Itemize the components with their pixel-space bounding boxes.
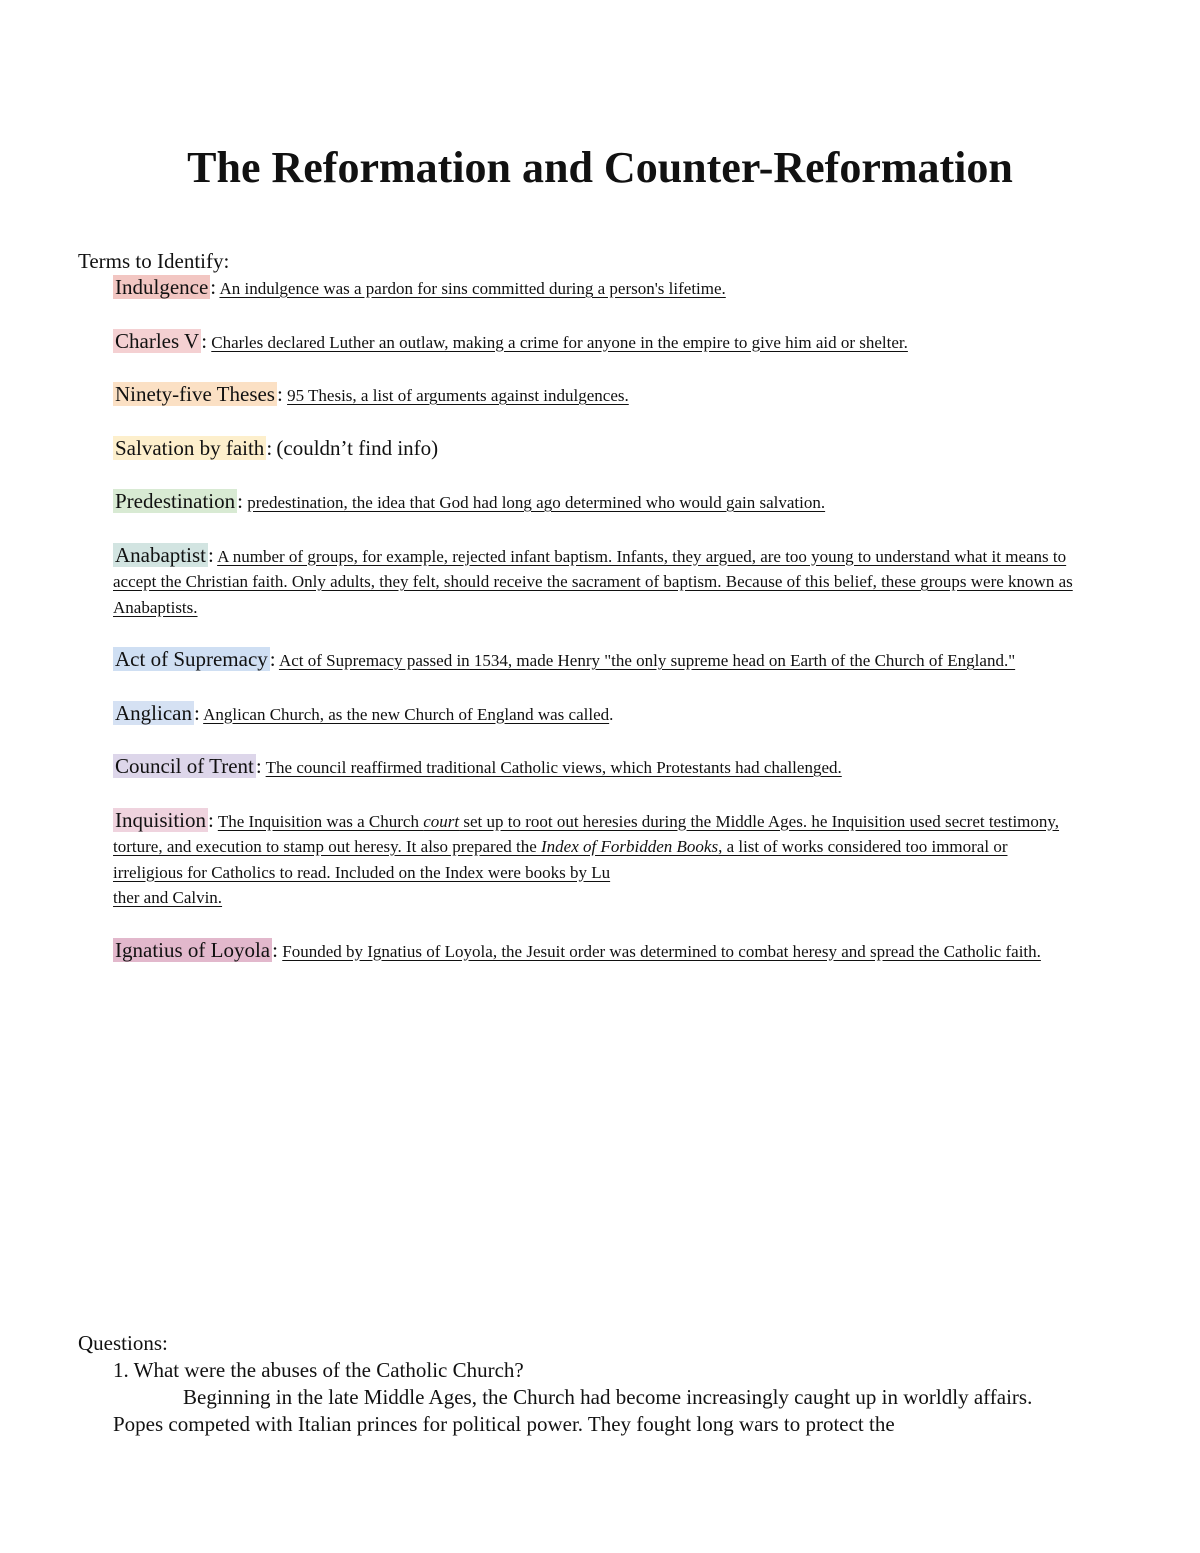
term-separator: : <box>266 435 273 460</box>
term-separator: : <box>210 275 217 299</box>
term-definition: 95 Thesis, a list of arguments against indulgences. <box>287 386 629 405</box>
question-number: 1. <box>113 1358 129 1382</box>
definition-text: , a list of works considered too immoral or irreligious for Catholics to read. Included on the Index were books by Lu <box>113 837 1008 882</box>
term-anabaptist <box>113 543 1073 621</box>
definition-text: set up to root out heresies during the Middle Ages. he Inquisition used secret testimony, torture, and execution to stamp out heresy. It also prepared the <box>113 811 1060 856</box>
definition-text: ther and Calvin. <box>113 888 223 907</box>
term-definition: predestination, the idea that God had long ago determined who would gain salvation. <box>247 493 826 512</box>
term-indulgence <box>113 275 1073 302</box>
term-name: Anabaptist <box>115 542 206 567</box>
term-name: Charles V <box>115 328 200 353</box>
term-definition: Charles declared Luther an outlaw, making a crime for anyone in the empire to give him aid or shelter. <box>211 332 908 352</box>
term-name: Inquisition <box>115 807 207 832</box>
term-separator: : <box>193 700 200 725</box>
term-salvation-by-faith <box>113 436 1073 463</box>
term-name: Salvation by faith <box>115 435 265 460</box>
term-predestination <box>113 489 1073 516</box>
term-council-of-trent <box>113 754 1073 781</box>
definition-emphasis: court <box>423 811 460 831</box>
term-act-of-supremacy <box>113 647 1073 674</box>
term-definition: Anglican Church, as the new Church of England was called <box>203 704 610 724</box>
term-ninety-five-theses <box>113 382 1073 409</box>
term-separator: : <box>237 489 243 513</box>
term-name: Anglican <box>115 700 192 725</box>
term-separator: : <box>201 328 208 353</box>
terms-heading: Terms to Identify: <box>78 249 230 273</box>
term-ignatius-of-loyola <box>113 938 1073 965</box>
term-charles-v <box>113 329 1073 356</box>
questions-heading: Questions: <box>78 1331 168 1355</box>
term-name: Act of Supremacy <box>115 647 268 671</box>
term-separator: : <box>269 647 276 671</box>
term-definition: Act of Supremacy passed in 1534, made Henry "the only supreme head on Earth of the Church of England." <box>278 651 1016 670</box>
term-name: Ninety-five Theses <box>115 382 275 406</box>
term-separator: : <box>276 382 283 406</box>
term-definition: A number of groups, for example, rejected infant baptism. Infants, they argued, are too young to understand what it means to accept the Christian faith. Only adults, they felt, should receive the sacrament of baptism. Because of this belief, these groups were known as Anabaptists. <box>113 546 1073 617</box>
term-inquisition <box>113 808 1073 911</box>
page-title: The Reformation and Counter-Reformation <box>187 143 1013 192</box>
term-name: Council of Trent <box>115 754 254 778</box>
term-definition: An indulgence was a pardon for sins committed during a person's lifetime. <box>219 279 726 298</box>
term-trailing: . <box>609 704 614 724</box>
term-definition: Founded by Ignatius of Loyola, the Jesuit order was determined to combat heresy and spread the Catholic faith. <box>282 941 1041 961</box>
question-text: What were the abuses of the Catholic Church? <box>133 1358 524 1382</box>
term-separator: : <box>272 937 278 962</box>
term-definition <box>113 812 1059 908</box>
term-definition: The council reaffirmed traditional Catholic views, which Protestants had challenged. <box>265 758 842 777</box>
term-anglican <box>113 701 1073 728</box>
questions-list <box>113 1357 1073 1438</box>
term-note: (couldn’t find info) <box>276 435 439 460</box>
term-separator: : <box>208 807 214 832</box>
question-answer: Beginning in the late Middle Ages, the Church had become increasingly caught up in worldly affairs. Popes competed with Italian princes for political power. They fought long wars to protect the <box>113 1385 1033 1436</box>
term-name: Predestination <box>115 489 236 513</box>
definition-emphasis: Index of Forbidden Books <box>541 837 719 856</box>
term-separator: : <box>207 542 214 567</box>
terms-list <box>113 275 1073 991</box>
question-item <box>113 1357 1073 1384</box>
definition-text: The Inquisition was a Church <box>217 811 424 831</box>
term-name: Indulgence <box>115 275 209 299</box>
term-separator: : <box>255 754 262 778</box>
term-name: Ignatius of Loyola <box>115 937 271 962</box>
